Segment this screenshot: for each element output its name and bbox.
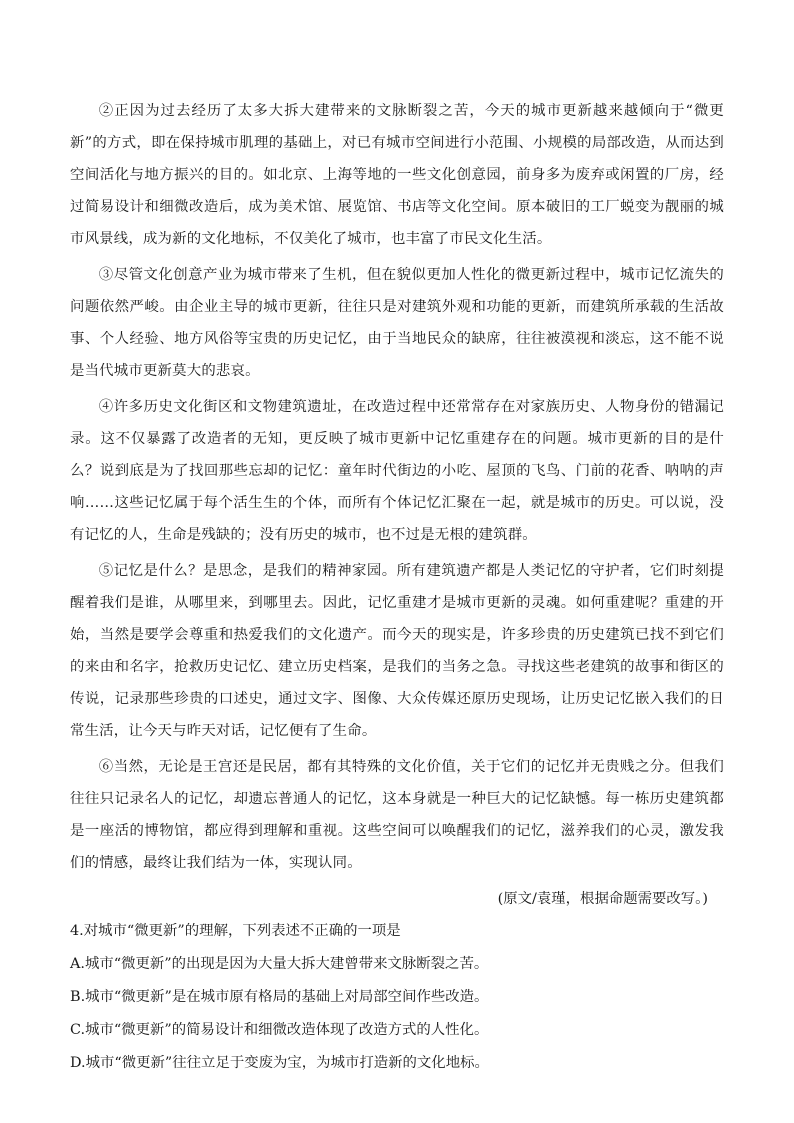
option-b: B.城市“微更新”是在城市原有格局的基础上对局部空间作些改造。	[70, 989, 489, 1005]
paragraph-2: ②正因为过去经历了太多大拆大建带来的文脉断裂之苦，今天的城市更新越来越倾向于“微更新”的方式，即在保持城市肌理的基础上，对已有城市空间进行小范围、小规模的局部改造，从而达到空间活化与地方振兴的目的。如北京、上海等地的一些文化创意园，前身多为废弃或闲置的厂房，经过简易设计和细微改造后，成为美术馆、展览馆、书店等文化空间。原本破旧的工厂蜕变为靓丽的城市风景线，成为新的文化地标，不仅美化了城市，也丰富了市民文化生活。	[70, 103, 724, 247]
paragraph-6: ⑥当然，无论是王宫还是民居，都有其特殊的文化价值，关于它们的记忆并无贵贱之分。但我们往往只记录名人的记忆，却遗忘普通人的记忆，这本身就是一种巨大的记忆缺憾。每一栋历史建筑都是一座活的博物馆，都应得到理解和重视。这些空间可以唤醒我们的记忆，滋养我们的心灵，激发我们的情感，最终让我们结为一体，实现认同。	[70, 759, 724, 871]
source-note: (原文/袁瑾，根据命题需要改写。)	[497, 891, 708, 907]
option-d: D.城市“微更新”往往立足于变废为宝，为城市打造新的文化地标。	[70, 1055, 489, 1071]
option-c: C.城市“微更新”的简易设计和细微改造体现了改造方式的人性化。	[70, 1022, 489, 1038]
option-a: A.城市“微更新”的出现是因为大量大拆大建曾带来文脉断裂之苦。	[70, 956, 489, 972]
paragraph-3: ③尽管文化创意产业为城市带来了生机，但在貌似更加人性化的微更新过程中，城市记忆流失的问题依然严峻。由企业主导的城市更新，往往只是对建筑外观和功能的更新，而建筑所承载的生活故事、个人经验、地方风俗等宝贵的历史记忆，由于当地民众的缺席，往往被漠视和淡忘，这不能不说是当代城市更新莫大的悲哀。	[70, 267, 724, 379]
question-block	[70, 915, 724, 1080]
paragraph-4: ④许多历史文化街区和文物建筑遗址，在改造过程中还常常存在对家族历史、人物身份的错漏记录。这不仅暴露了改造者的无知，更反映了城市更新中记忆重建存在的问题。城市更新的目的是什么？说到底是为了找回那些忘却的记忆：童年时代街边的小吃、屋顶的飞鸟、门前的花香、呐呐的声响……这些记忆属于每个活生生的个体，而所有个体记忆汇聚在一起，就是城市的历史。可以说，没有记忆的人，生命是残缺的；没有历史的城市，也不过是无根的建筑群。	[70, 399, 724, 543]
question-stem: 4.对城市“微更新”的理解，下列表述不正确的一项是	[70, 923, 401, 939]
paragraph-5: ⑤记忆是什么？是思念，是我们的精神家园。所有建筑遗产都是人类记忆的守护者，它们时刻提醒着我们是谁，从哪里来，到哪里去。因此，记忆重建才是城市更新的灵魂。如何重建呢？重建的开始，当然是要学会尊重和热爱我们的文化遗产。而今天的现实是，许多珍贵的历史建筑已找不到它们的来由和名字，抢救历史记忆、建立历史档案，是我们的当务之急。寻找这些老建筑的故事和街区的传说，记录那些珍贵的口述史，通过文字、图像、大众传媒还原历史现场，让历史记忆嵌入我们的日常生活，让今天与昨天对话，记忆便有了生命。	[70, 563, 724, 739]
document-page	[70, 95, 724, 1080]
